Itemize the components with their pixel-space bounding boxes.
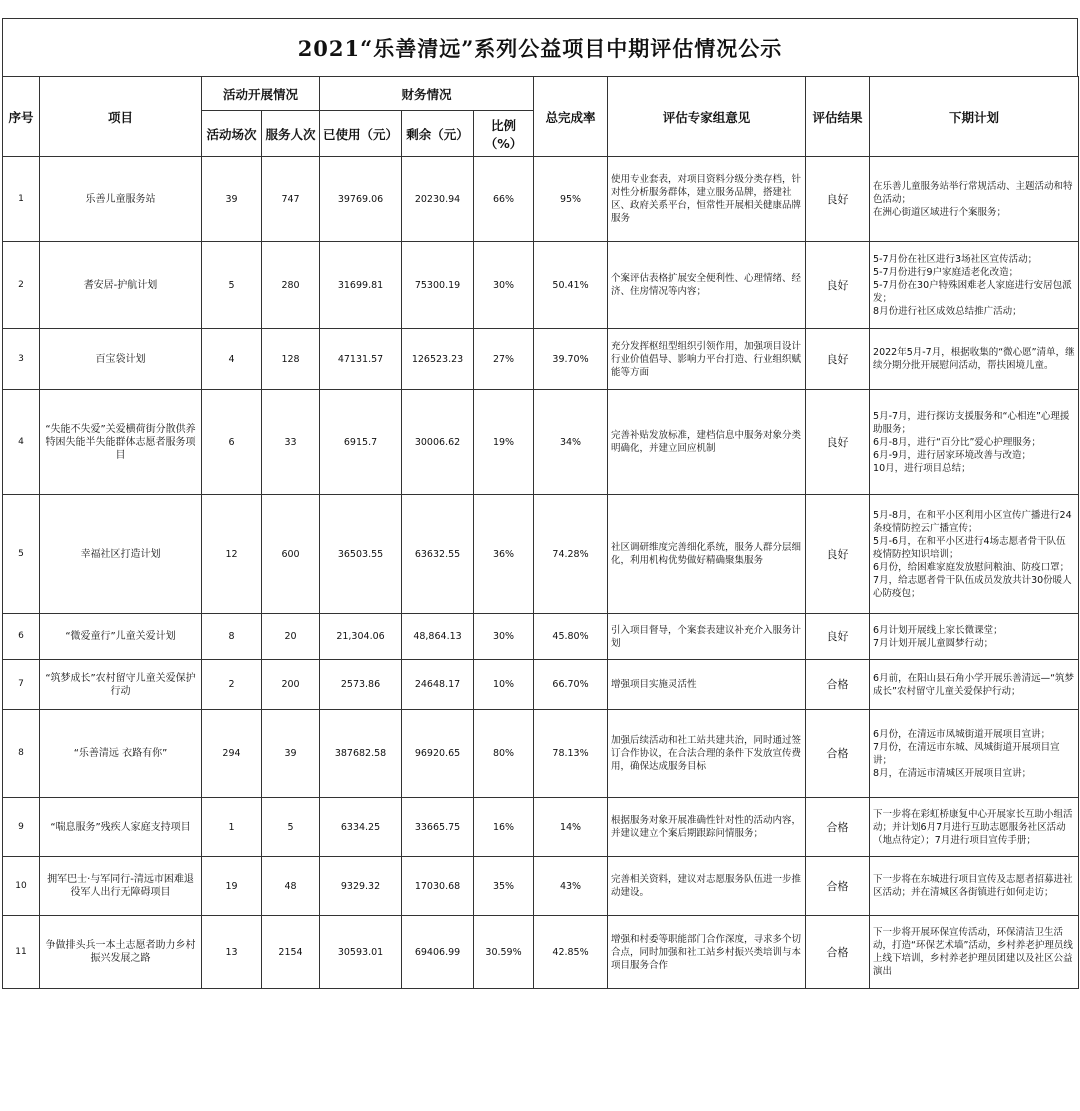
header-activity-group: 活动开展情况 xyxy=(202,77,320,111)
cell-used: 21,304.06 xyxy=(320,614,402,660)
cell-activity-count: 19 xyxy=(202,857,262,916)
plan-line: 在乐善儿童服务站举行常规活动、主题活动和特色活动； xyxy=(873,180,1073,205)
cell-ratio: 80% xyxy=(474,710,534,798)
plan-line: 6月-9月，进行居家环境改善与改造； xyxy=(873,449,1032,461)
plan-line: 在洲心街道区域进行个案服务； xyxy=(873,206,1007,218)
cell-seq: 11 xyxy=(3,916,40,989)
cell-opinion: 充分发挥枢纽型组织引领作用，加强项目设计行业价值倡导、影响力平台打造、行业组织赋能等方面 xyxy=(608,329,806,390)
cell-opinion: 社区调研维度完善细化系统，服务人群分层细化，利用机构优势做好精确聚集服务 xyxy=(608,495,806,614)
cell-next-plan xyxy=(870,660,1079,710)
cell-result: 良好 xyxy=(806,614,870,660)
cell-remaining: 48,864.13 xyxy=(402,614,474,660)
cell-ratio: 19% xyxy=(474,390,534,495)
plan-line: 下一步将开展环保宣传活动，环保清洁卫生活动，打造“环保艺术墙”活动，乡村养老护理员线上线下培训，乡村养老护理员团建以及社区公益演出 xyxy=(873,927,1073,977)
cell-project: “乐善清远 衣路有你” xyxy=(40,710,202,798)
cell-result: 合格 xyxy=(806,660,870,710)
evaluation-table xyxy=(2,76,1079,989)
cell-used: 6915.7 xyxy=(320,390,402,495)
cell-ratio: 27% xyxy=(474,329,534,390)
cell-seq: 3 xyxy=(3,329,40,390)
plan-line: 5-7月份在30户特殊困难老人家庭进行安居包派发； xyxy=(873,279,1072,304)
header-ratio: 比例（%） xyxy=(474,111,534,157)
cell-next-plan xyxy=(870,390,1079,495)
cell-project: “失能不失爱”关爱横荷街分散供养特困失能半失能群体志愿者服务项目 xyxy=(40,390,202,495)
cell-result: 良好 xyxy=(806,242,870,329)
cell-result: 良好 xyxy=(806,329,870,390)
table-row xyxy=(3,157,1079,242)
cell-project: 拥军巴士·与军同行-清远市困难退役军人出行无障碍项目 xyxy=(40,857,202,916)
plan-line: 下一步将在彩虹桥康复中心开展家长互助小组活动；并计划6月7月进行互助志愿服务社区活动（地点待定）；7月进行项目宣传手册； xyxy=(873,808,1073,846)
header-seq: 序号 xyxy=(3,77,40,157)
cell-used: 31699.81 xyxy=(320,242,402,329)
cell-used: 387682.58 xyxy=(320,710,402,798)
cell-activity-count: 5 xyxy=(202,242,262,329)
plan-line: 7月份，在清远市东城、凤城街道开展项目宣讲； xyxy=(873,741,1060,766)
cell-remaining: 126523.23 xyxy=(402,329,474,390)
cell-activity-count: 39 xyxy=(202,157,262,242)
table-row xyxy=(3,329,1079,390)
cell-seq: 1 xyxy=(3,157,40,242)
cell-activity-count: 294 xyxy=(202,710,262,798)
cell-result: 合格 xyxy=(806,798,870,857)
cell-seq: 2 xyxy=(3,242,40,329)
cell-project: “筑梦成长”农村留守儿童关爱保护行动 xyxy=(40,660,202,710)
table-row xyxy=(3,242,1079,329)
cell-ratio: 10% xyxy=(474,660,534,710)
cell-service-count: 48 xyxy=(262,857,320,916)
cell-next-plan xyxy=(870,916,1079,989)
table-row xyxy=(3,614,1079,660)
header-finance-group: 财务情况 xyxy=(320,77,534,111)
table-row xyxy=(3,916,1079,989)
cell-activity-count: 4 xyxy=(202,329,262,390)
cell-activity-count: 6 xyxy=(202,390,262,495)
header-completion: 总完成率 xyxy=(534,77,608,157)
plan-line: 8月份进行社区成效总结推广活动； xyxy=(873,305,1022,317)
cell-ratio: 30% xyxy=(474,614,534,660)
page-title: 2021“乐善清远”系列公益项目中期评估情况公示 xyxy=(2,18,1078,76)
cell-result: 良好 xyxy=(806,390,870,495)
cell-remaining: 75300.19 xyxy=(402,242,474,329)
plan-line: 6月前，在阳山县石角小学开展乐善清远—“筑梦成长”农村留守儿童关爱保护行动； xyxy=(873,672,1074,697)
cell-project: 百宝袋计划 xyxy=(40,329,202,390)
cell-next-plan xyxy=(870,329,1079,390)
cell-next-plan xyxy=(870,710,1079,798)
cell-used: 30593.01 xyxy=(320,916,402,989)
cell-completion: 66.70% xyxy=(534,660,608,710)
cell-activity-count: 8 xyxy=(202,614,262,660)
cell-completion: 50.41% xyxy=(534,242,608,329)
cell-activity-count: 13 xyxy=(202,916,262,989)
table-row xyxy=(3,390,1079,495)
cell-seq: 8 xyxy=(3,710,40,798)
cell-result: 合格 xyxy=(806,710,870,798)
cell-next-plan xyxy=(870,798,1079,857)
cell-remaining: 17030.68 xyxy=(402,857,474,916)
cell-remaining: 63632.55 xyxy=(402,495,474,614)
cell-used: 36503.55 xyxy=(320,495,402,614)
table-row xyxy=(3,495,1079,614)
publication-sheet xyxy=(2,18,1078,989)
header-activity-count: 活动场次 xyxy=(202,111,262,157)
cell-service-count: 600 xyxy=(262,495,320,614)
table-row xyxy=(3,660,1079,710)
cell-ratio: 16% xyxy=(474,798,534,857)
cell-remaining: 20230.94 xyxy=(402,157,474,242)
plan-line: 5月-8月，在和平小区利用小区宣传广播进行24条疫情防控云广播宣传； xyxy=(873,509,1072,534)
cell-used: 39769.06 xyxy=(320,157,402,242)
cell-project: “微爱童行”儿童关爱计划 xyxy=(40,614,202,660)
cell-project: “喘息服务”残疾人家庭支持项目 xyxy=(40,798,202,857)
plan-line: 5月-6月，在和平小区进行4场志愿者骨干队伍疫情防控知识培训； xyxy=(873,535,1066,560)
cell-remaining: 33665.75 xyxy=(402,798,474,857)
cell-ratio: 30% xyxy=(474,242,534,329)
cell-completion: 14% xyxy=(534,798,608,857)
cell-next-plan xyxy=(870,857,1079,916)
cell-completion: 42.85% xyxy=(534,916,608,989)
header-used: 已使用（元） xyxy=(320,111,402,157)
cell-result: 合格 xyxy=(806,916,870,989)
table-header xyxy=(3,77,1079,157)
cell-used: 9329.32 xyxy=(320,857,402,916)
cell-service-count: 2154 xyxy=(262,916,320,989)
cell-activity-count: 12 xyxy=(202,495,262,614)
cell-seq: 6 xyxy=(3,614,40,660)
cell-opinion: 增强项目实施灵活性 xyxy=(608,660,806,710)
cell-project: 乐善儿童服务站 xyxy=(40,157,202,242)
cell-completion: 34% xyxy=(534,390,608,495)
table-row xyxy=(3,798,1079,857)
plan-line: 7月计划开展儿童圆梦行动； xyxy=(873,637,994,649)
cell-ratio: 36% xyxy=(474,495,534,614)
cell-seq: 4 xyxy=(3,390,40,495)
cell-opinion: 完善补贴发放标准，建档信息中服务对象分类明确化，并建立回应机制 xyxy=(608,390,806,495)
plan-line: 5-7月份在社区进行3场社区宣传活动； xyxy=(873,253,1038,265)
cell-next-plan xyxy=(870,495,1079,614)
plan-line: 6月份，给困难家庭发放慰问粮油、防疫口罩； xyxy=(873,561,1070,573)
cell-seq: 5 xyxy=(3,495,40,614)
plan-line: 8月，在清远市清城区开展项目宣讲； xyxy=(873,767,1032,779)
cell-service-count: 128 xyxy=(262,329,320,390)
cell-completion: 95% xyxy=(534,157,608,242)
cell-remaining: 24648.17 xyxy=(402,660,474,710)
plan-line: 7月，给志愿者骨干队伍成员发放共计30份暖人心防疫包； xyxy=(873,574,1072,599)
cell-service-count: 33 xyxy=(262,390,320,495)
cell-opinion: 根据服务对象开展准确性针对性的活动内容，并建议建立个案后期跟踪问情服务； xyxy=(608,798,806,857)
cell-opinion: 增强和村委等职能部门合作深度，寻求多个切合点，同时加强和社工站乡村振兴类培训与本项目服务合作 xyxy=(608,916,806,989)
cell-activity-count: 1 xyxy=(202,798,262,857)
cell-used: 2573.86 xyxy=(320,660,402,710)
header-remaining: 剩余（元） xyxy=(402,111,474,157)
cell-seq: 9 xyxy=(3,798,40,857)
cell-result: 良好 xyxy=(806,157,870,242)
cell-seq: 10 xyxy=(3,857,40,916)
cell-used: 6334.25 xyxy=(320,798,402,857)
plan-line: 5-7月份进行9户家庭适老化改造； xyxy=(873,266,1019,278)
header-project: 项目 xyxy=(40,77,202,157)
cell-opinion: 个案评估表格扩展安全便利性、心理情绪、经济、住房情况等内容； xyxy=(608,242,806,329)
cell-remaining: 69406.99 xyxy=(402,916,474,989)
cell-opinion: 引入项目督导，个案套表建议补充介入服务计划 xyxy=(608,614,806,660)
cell-result: 良好 xyxy=(806,495,870,614)
cell-activity-count: 2 xyxy=(202,660,262,710)
cell-service-count: 5 xyxy=(262,798,320,857)
cell-next-plan xyxy=(870,242,1079,329)
header-result: 评估结果 xyxy=(806,77,870,157)
cell-service-count: 280 xyxy=(262,242,320,329)
plan-line: 6月计划开展线上家长微课堂； xyxy=(873,624,1003,636)
cell-opinion: 完善相关资料，建议对志愿服务队伍进一步推动建设。 xyxy=(608,857,806,916)
plan-line: 6月份，在清远市凤城街道开展项目宣讲； xyxy=(873,728,1051,740)
cell-remaining: 30006.62 xyxy=(402,390,474,495)
plan-line: 2022年5月-7月，根据收集的“微心愿”清单，继续分期分批开展慰问活动，帮扶困境儿童。 xyxy=(873,347,1075,371)
plan-line: 5月-7月，进行探访支援服务和“心相连”心理援助服务； xyxy=(873,410,1070,435)
table-row xyxy=(3,710,1079,798)
cell-completion: 45.80% xyxy=(534,614,608,660)
cell-service-count: 20 xyxy=(262,614,320,660)
cell-next-plan xyxy=(870,157,1079,242)
table-row xyxy=(3,857,1079,916)
cell-ratio: 66% xyxy=(474,157,534,242)
plan-line: 下一步将在东城进行项目宣传及志愿者招募进社区活动；并在清城区各街镇进行如何走访； xyxy=(873,874,1073,898)
cell-project: 耆安居-护航计划 xyxy=(40,242,202,329)
cell-remaining: 96920.65 xyxy=(402,710,474,798)
cell-seq: 7 xyxy=(3,660,40,710)
cell-ratio: 35% xyxy=(474,857,534,916)
cell-project: 争做排头兵一本土志愿者助力乡村振兴发展之路 xyxy=(40,916,202,989)
cell-service-count: 200 xyxy=(262,660,320,710)
cell-result: 合格 xyxy=(806,857,870,916)
plan-line: 10月，进行项目总结； xyxy=(873,462,971,474)
header-opinion: 评估专家组意见 xyxy=(608,77,806,157)
cell-project: 幸福社区打造计划 xyxy=(40,495,202,614)
cell-opinion: 加强后续活动和社工站共建共治，同时通过签订合作协议，在合法合理的条件下发放宣传费用，确保达成服务目标 xyxy=(608,710,806,798)
cell-completion: 43% xyxy=(534,857,608,916)
cell-completion: 74.28% xyxy=(534,495,608,614)
cell-used: 47131.57 xyxy=(320,329,402,390)
plan-line: 6月-8月，进行“百分比”爱心护理服务； xyxy=(873,436,1041,448)
cell-ratio: 30.59% xyxy=(474,916,534,989)
header-next-plan: 下期计划 xyxy=(870,77,1079,157)
table-body xyxy=(3,157,1079,989)
cell-next-plan xyxy=(870,614,1079,660)
cell-opinion: 使用专业套表，对项目资料分级分类存档，针对性分析服务群体，建立服务品牌，搭建社区、政府关系平台，恒常性开展相关健康品牌服务 xyxy=(608,157,806,242)
header-service-count: 服务人次 xyxy=(262,111,320,157)
cell-completion: 39.70% xyxy=(534,329,608,390)
cell-service-count: 747 xyxy=(262,157,320,242)
cell-completion: 78.13% xyxy=(534,710,608,798)
cell-service-count: 39 xyxy=(262,710,320,798)
